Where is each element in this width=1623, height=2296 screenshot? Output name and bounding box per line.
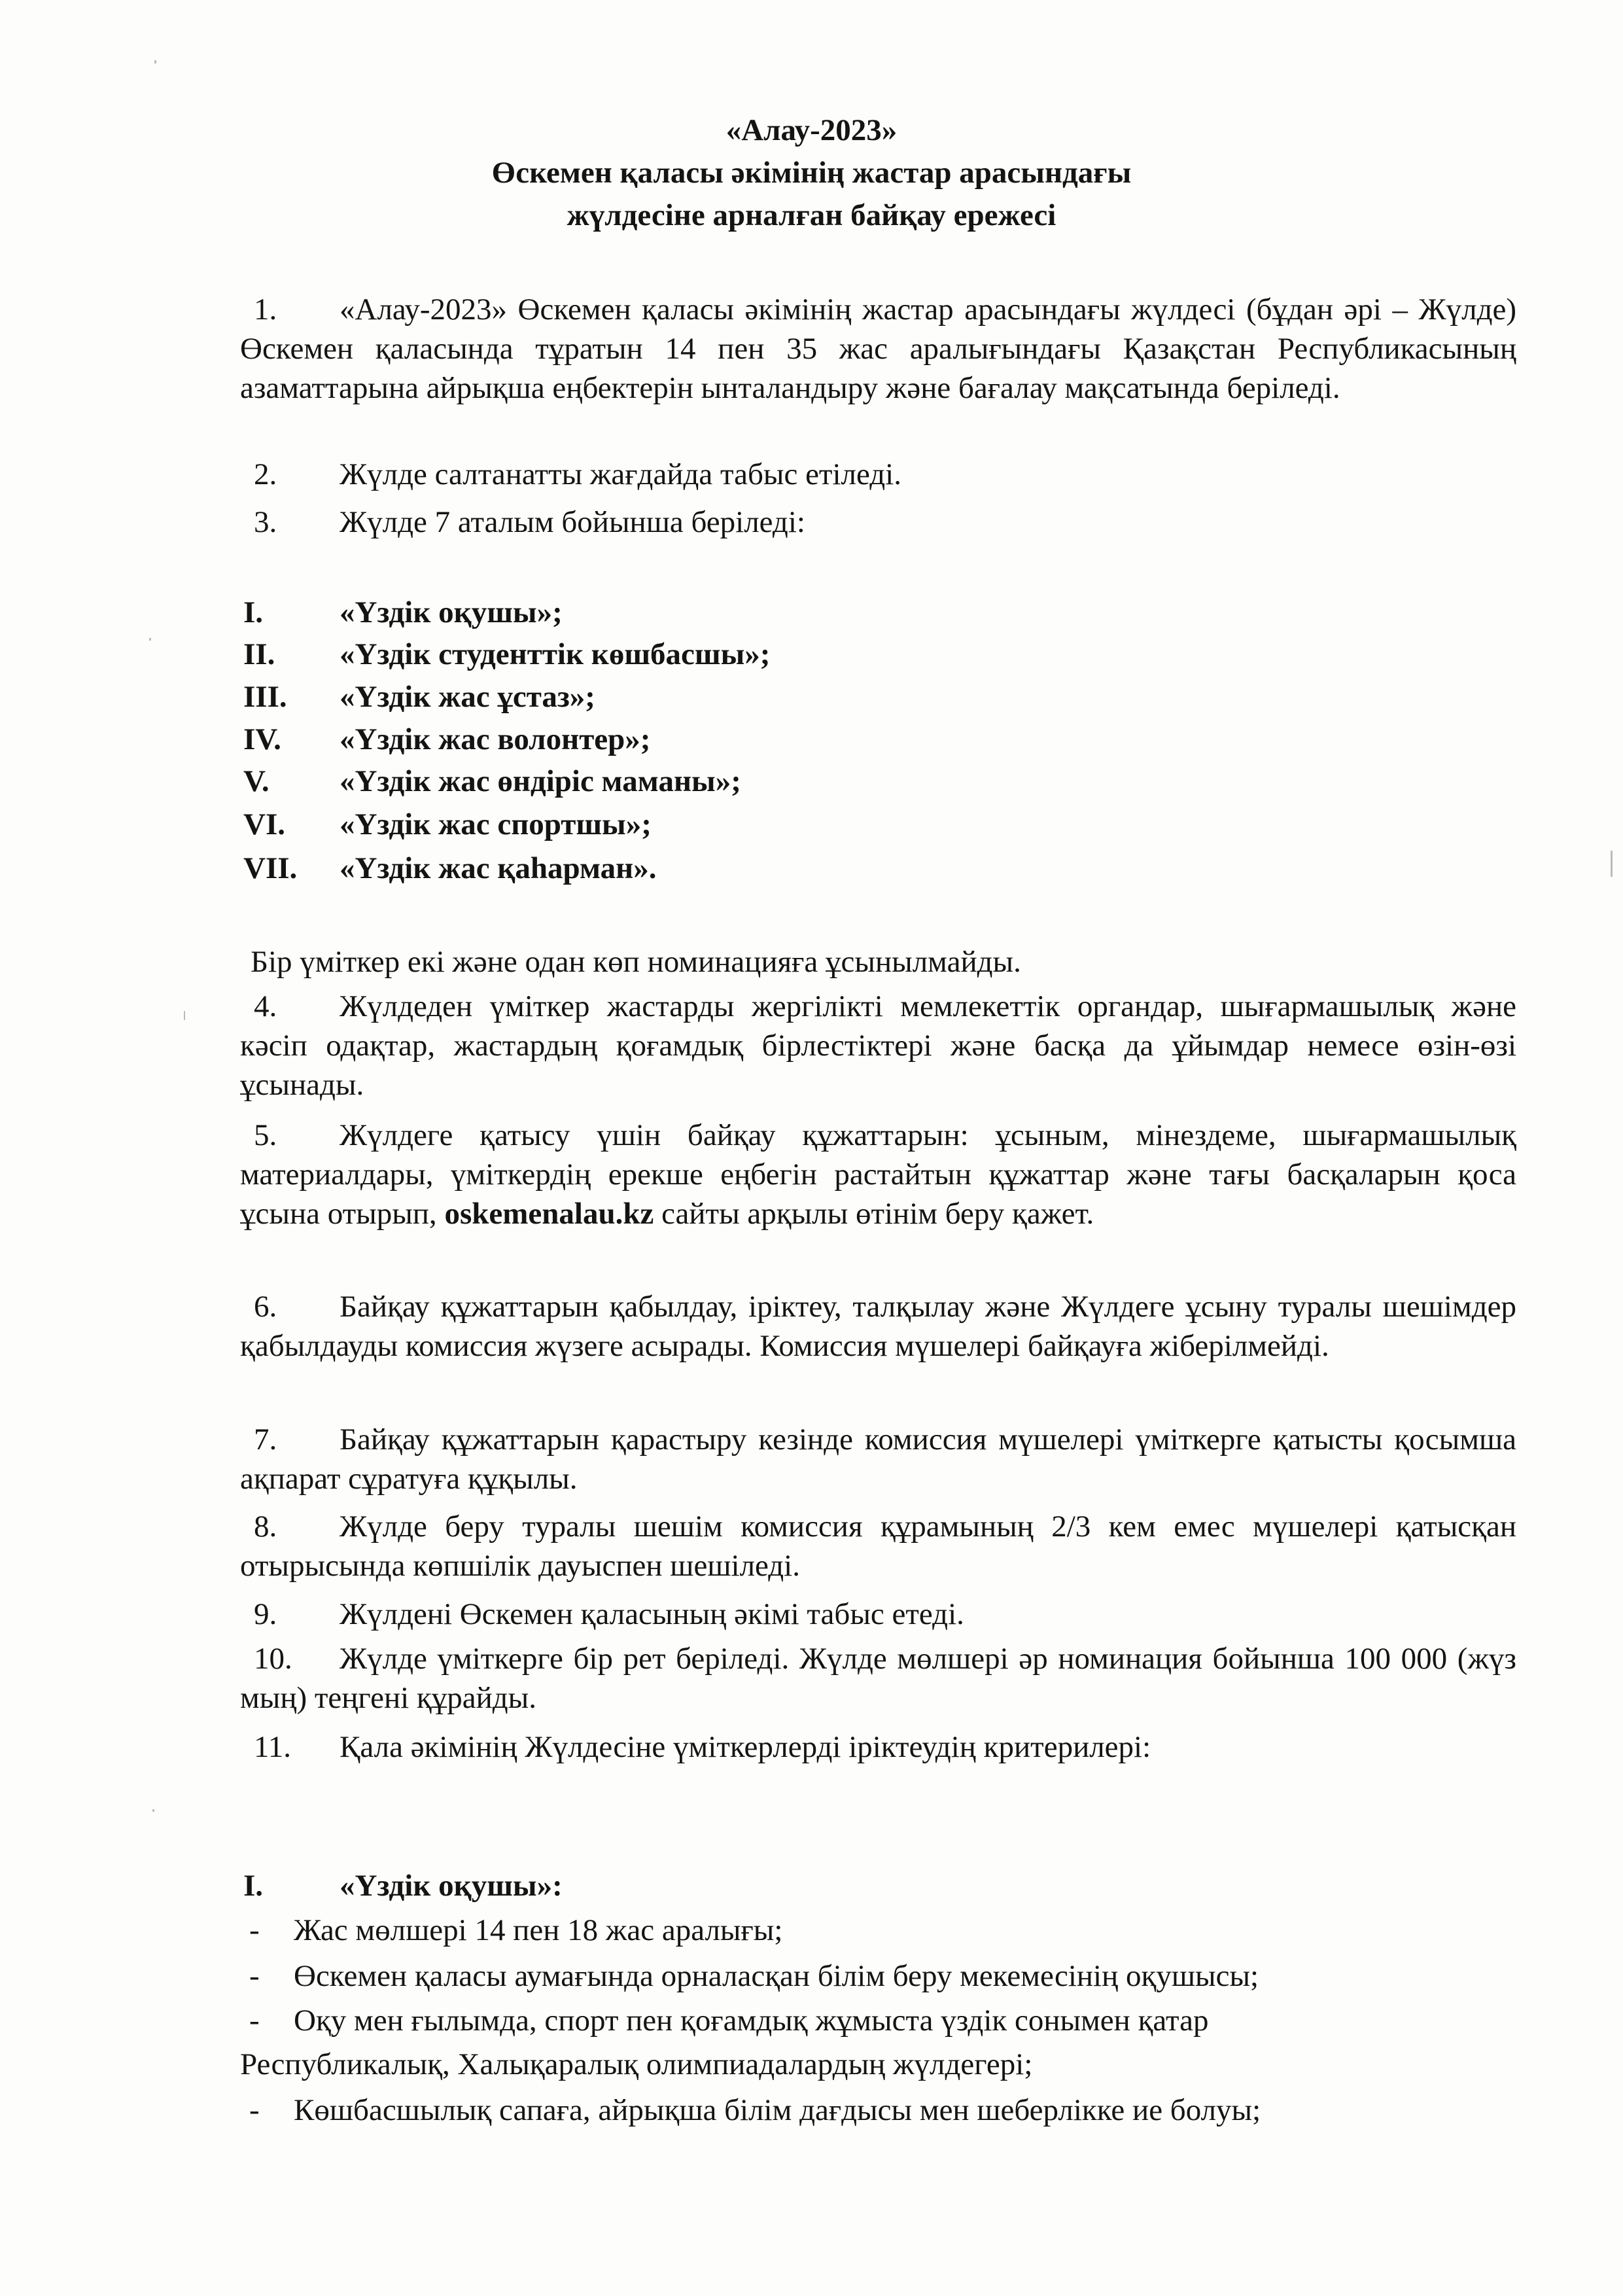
nomination-note: Бір үміткер екі және одан көп номинацияға ұсынылмайды. (251, 945, 1021, 979)
nomination-numeral: I. (243, 595, 264, 629)
document-title-line-2: Өскемен қаласы әкімінің жастар арасындағы (491, 156, 1132, 190)
item-1-paragraph: «Алау-2023» Өскемен қаласы әкімінің жастар арасындағы жүлдесі (бұдан әрі – Жүлде) Өскемен қаласында тұратын 14 пен 35 жас аралығындағы Қазақстан Республикасының азаматтарына айрықша еңбектерін ынталандыру және бағалау мақсатында беріледі. (240, 292, 1516, 405)
nomination-numeral: V. (243, 764, 270, 798)
scan-speck (1611, 851, 1613, 877)
criteria-bullet-text: Оқу мен ғылымда, спорт пен қоғамдық жұмыста үздік сонымен қатар (294, 2004, 1209, 2038)
bullet-dash: - (249, 1959, 260, 1993)
item-10-number: 10. (254, 1642, 292, 1676)
item-8-paragraph: Жүлде беру туралы шешім комиссия құрамының 2/3 кем емес мүшелері қатысқан отырысында көпшілік дауыспен шешіледі. (240, 1510, 1516, 1583)
item-7-paragraph: Байқау құжаттарын қарастыру кезінде комиссия мүшелері үміткерге қатысты қосымша ақпарат сұратуға құқылы. (240, 1422, 1516, 1496)
item-9-text: Жүлдені Өскемен қаласының әкімі табыс етеді. (340, 1597, 964, 1631)
item-2-text: Жүлде салтанатты жағдайда табыс етіледі. (340, 457, 901, 491)
bullet-dash: - (249, 1913, 260, 1947)
bullet-dash: - (249, 2004, 260, 2038)
bullet-dash: - (249, 2093, 260, 2127)
document-title-line-3: жүлдесіне арналған байқау ережесі (567, 198, 1056, 232)
website-link[interactable]: oskemenalau.kz (444, 1197, 654, 1231)
scan-speck (184, 1011, 185, 1020)
item-3-number: 3. (254, 505, 277, 539)
nomination-numeral: III. (243, 680, 287, 714)
item-2-number: 2. (254, 457, 277, 491)
item-5-paragraph (240, 1116, 1516, 1233)
item-6-paragraph: Байқау құжаттарын қабылдау, іріктеу, талқылау және Жүлдеге ұсыну туралы шешімдер қабылдауды комиссия жүзеге асырады. Комиссия мүшелері байқауға жіберілмейді. (240, 1290, 1516, 1363)
criteria-numeral: I. (243, 1869, 264, 1903)
nomination-numeral: VII. (243, 851, 298, 885)
item-10-paragraph: Жүлде үміткерге бір рет беріледі. Жүлде мөлшері әр номинация бойынша 100 000 (жүз мың) теңгені құрайды. (240, 1642, 1516, 1715)
document-title-line-1: «Алау-2023» (725, 113, 898, 147)
nomination-numeral: VI. (243, 807, 285, 841)
item-7-number: 7. (254, 1422, 277, 1457)
nomination-label: «Үздік студенттік көшбасшы»; (340, 637, 771, 671)
criteria-bullet-text: Өскемен қаласы аумағында орналасқан білім беру мекемесінің оқушысы; (294, 1959, 1259, 1993)
nomination-label: «Үздік жас спортшы»; (340, 807, 652, 841)
nomination-label: «Үздік жас ұстаз»; (340, 680, 595, 714)
nomination-label: «Үздік жас волонтер»; (340, 722, 651, 756)
item-6-number: 6. (254, 1290, 277, 1324)
item-4-paragraph: Жүлдеден үміткер жастарды жергілікті мемлекеттік органдар, шығармашылық және кәсіп одақтар, жастардың қоғамдық бірлестіктері және басқа да ұйымдар немесе өзін-өзі ұсынады. (240, 989, 1516, 1102)
item-9-number: 9. (254, 1597, 277, 1631)
criteria-bullet-text: Жас мөлшері 14 пен 18 жас аралығы; (294, 1913, 783, 1947)
item-3-text: Жүлде 7 аталым бойынша беріледі: (340, 505, 805, 539)
criteria-title: «Үздік оқушы»: (340, 1869, 563, 1903)
item-11-number: 11. (254, 1730, 292, 1764)
nomination-label: «Үздік оқушы»; (340, 595, 563, 629)
scan-speck (149, 638, 151, 641)
criteria-bullet-continuation: Республикалық, Халықаралық олимпиадалардың жүлдегері; (240, 2047, 1033, 2081)
nomination-numeral: IV. (243, 722, 281, 756)
scan-speck (152, 1809, 154, 1812)
item-4-number: 4. (254, 989, 277, 1023)
scan-speck (154, 60, 156, 63)
item-11-text: Қала әкімінің Жүлдесіне үміткерлерді іріктеудің критерилері: (340, 1730, 1151, 1764)
nomination-label: «Үздік жас қаһарман». (340, 851, 657, 885)
item-1-number: 1. (254, 292, 277, 327)
nomination-label: «Үздік жас өндіріс маманы»; (340, 764, 741, 798)
item-5-text-after: сайты арқылы өтінім беру қажет. (661, 1197, 1094, 1231)
nomination-numeral: II. (243, 637, 275, 671)
item-8-number: 8. (254, 1510, 277, 1544)
item-5-number: 5. (254, 1118, 277, 1152)
item-5-text-before: Жүлдеге қатысу үшін байқау құжаттарын: ұсыным, мінездеме, шығармашылық материалдары, үміткердің ерекше еңбегін растайтын құжаттар және тағы басқаларын қоса ұсына отырып, (240, 1118, 1516, 1231)
criteria-bullet-text: Көшбасшылық сапаға, айрықша білім дағдысы мен шеберлікке ие болуы; (294, 2093, 1261, 2127)
